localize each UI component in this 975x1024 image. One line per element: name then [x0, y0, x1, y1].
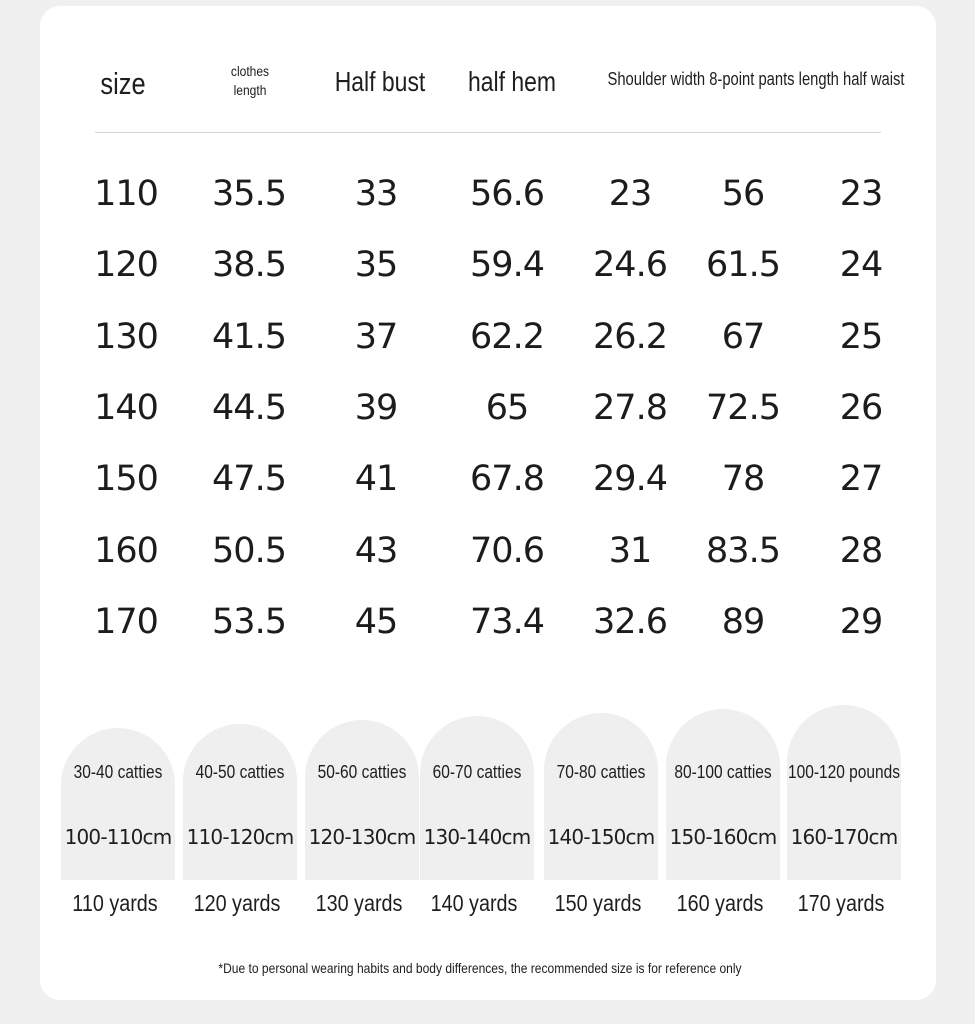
cell-half-hem: 56.6 [470, 174, 544, 214]
cell-shoulder-width: 31 [608, 530, 652, 571]
cell-half-bust: 35 [354, 245, 398, 286]
cell-size: 110 [94, 174, 158, 214]
cell-half-waist: 26 [839, 387, 883, 428]
header-divider [95, 132, 881, 133]
cell-pants-length: 67 [721, 316, 765, 357]
cell-clothes-length: 41.5 [212, 316, 286, 357]
cell-half-bust: 37 [354, 316, 398, 357]
recommendation-weight [549, 762, 652, 783]
recommended-size [790, 890, 891, 917]
recommendation-height: 160-170cm [790, 825, 898, 849]
recommendation-weight [188, 762, 291, 783]
cell-shoulder-width: 27.8 [593, 387, 667, 428]
header-size: size [100, 66, 146, 101]
cell-half-waist: 28 [839, 530, 883, 571]
header-half-bust: Half bust [334, 66, 426, 97]
cell-size: 150 [94, 459, 158, 500]
cell-clothes-length: 44.5 [212, 387, 286, 428]
recommended-size-text: 160 yards [676, 890, 764, 916]
header-clothes-length-line2: length [233, 82, 267, 98]
cell-half-waist: 29 [839, 601, 883, 642]
cell-half-hem: 62.2 [470, 316, 544, 357]
recommended-size-text: 140 yards [430, 890, 518, 916]
recommended-size-text: 120 yards [193, 890, 281, 916]
cell-half-bust: 43 [354, 530, 398, 571]
recommendation-height: 120-130cm [308, 825, 416, 849]
header-clothes-length [231, 62, 269, 100]
cell-shoulder-width: 24.6 [593, 245, 667, 286]
recommendation-arch [305, 720, 419, 880]
cell-size: 170 [94, 601, 158, 642]
recommended-size [669, 890, 770, 917]
cell-half-waist: 24 [839, 245, 883, 286]
cell-half-hem: 70.6 [470, 530, 544, 571]
header-clothes-length-line1: clothes [230, 63, 270, 79]
cell-pants-length: 61.5 [706, 245, 780, 286]
cell-half-bust: 45 [354, 601, 398, 642]
cell-clothes-length: 35.5 [212, 174, 286, 214]
recommendation-weight [66, 762, 169, 783]
cell-half-bust: 33 [354, 174, 398, 214]
recommendation-height: 110-120cm [186, 825, 294, 849]
recommendation-height: 130-140cm [423, 825, 531, 849]
cell-size: 140 [94, 387, 158, 428]
recommended-size [308, 890, 409, 917]
recommendation-height: 100-110cm [64, 825, 172, 849]
cell-shoulder-width: 26.2 [593, 316, 667, 357]
cell-pants-length: 89 [721, 601, 765, 642]
disclaimer-note [176, 960, 784, 976]
recommended-size [423, 890, 524, 917]
recommended-size [65, 890, 164, 917]
recommendation-arch [420, 716, 534, 880]
recommended-size [547, 890, 648, 917]
recommendation-arch [61, 728, 175, 880]
cell-half-hem: 67.8 [470, 459, 544, 500]
cell-shoulder-width: 23 [608, 174, 652, 214]
recommendation-arch [787, 705, 901, 880]
cell-half-waist: 25 [839, 316, 883, 357]
cell-clothes-length: 47.5 [212, 459, 286, 500]
recommendation-weight [779, 762, 909, 783]
cell-half-waist: 27 [839, 459, 883, 500]
recommendation-weight-text: 40-50 catties [195, 762, 285, 782]
recommended-size [186, 890, 287, 917]
cell-pants-length: 78 [721, 459, 765, 500]
cell-clothes-length: 53.5 [212, 601, 286, 642]
recommendation-weight-text: 70-80 catties [556, 762, 646, 782]
recommended-size-text: 170 yards [797, 890, 885, 916]
recommendation-arch [183, 724, 297, 880]
cell-shoulder-width: 32.6 [593, 601, 667, 642]
disclaimer-text: *Due to personal wearing habits and body differences, the recommended size is for reference only [218, 960, 742, 976]
cell-half-waist: 23 [839, 174, 883, 214]
recommendation-arch [666, 709, 780, 880]
cell-clothes-length: 38.5 [212, 245, 286, 286]
cell-half-hem: 73.4 [470, 601, 544, 642]
recommendation-height: 150-160cm [669, 825, 777, 849]
cell-size: 160 [94, 530, 158, 571]
recommendation-weight-text: 30-40 catties [73, 762, 163, 782]
recommendation-weight [666, 762, 779, 783]
cell-clothes-length: 50.5 [212, 530, 286, 571]
recommendation-height: 140-150cm [547, 825, 655, 849]
recommendation-weight [425, 762, 528, 783]
recommendation-weight-text: 80-100 catties [674, 762, 772, 782]
recommendation-weight-text: 100-120 pounds [788, 762, 900, 782]
cell-pants-length: 56 [721, 174, 765, 214]
cell-half-bust: 41 [354, 459, 398, 500]
recommended-size-text: 150 yards [554, 890, 642, 916]
header-shoulder-pants-waist: Shoulder width 8-point pants length half waist [607, 69, 905, 89]
recommended-size-text: 130 yards [315, 890, 403, 916]
recommendation-weight [310, 762, 413, 783]
recommendation-arch [544, 713, 658, 880]
header-half-hem: half hem [467, 66, 557, 97]
recommendation-weight-text: 60-70 catties [432, 762, 522, 782]
cell-half-bust: 39 [354, 387, 398, 428]
cell-size: 120 [94, 245, 158, 286]
recommended-size-text: 110 yards [72, 890, 158, 916]
cell-half-hem: 59.4 [470, 245, 544, 286]
recommendation-weight-text: 50-60 catties [317, 762, 407, 782]
cell-pants-length: 83.5 [706, 530, 780, 571]
cell-pants-length: 72.5 [706, 387, 780, 428]
cell-shoulder-width: 29.4 [593, 459, 667, 500]
cell-half-hem: 65 [485, 387, 529, 428]
cell-size: 130 [94, 316, 158, 357]
